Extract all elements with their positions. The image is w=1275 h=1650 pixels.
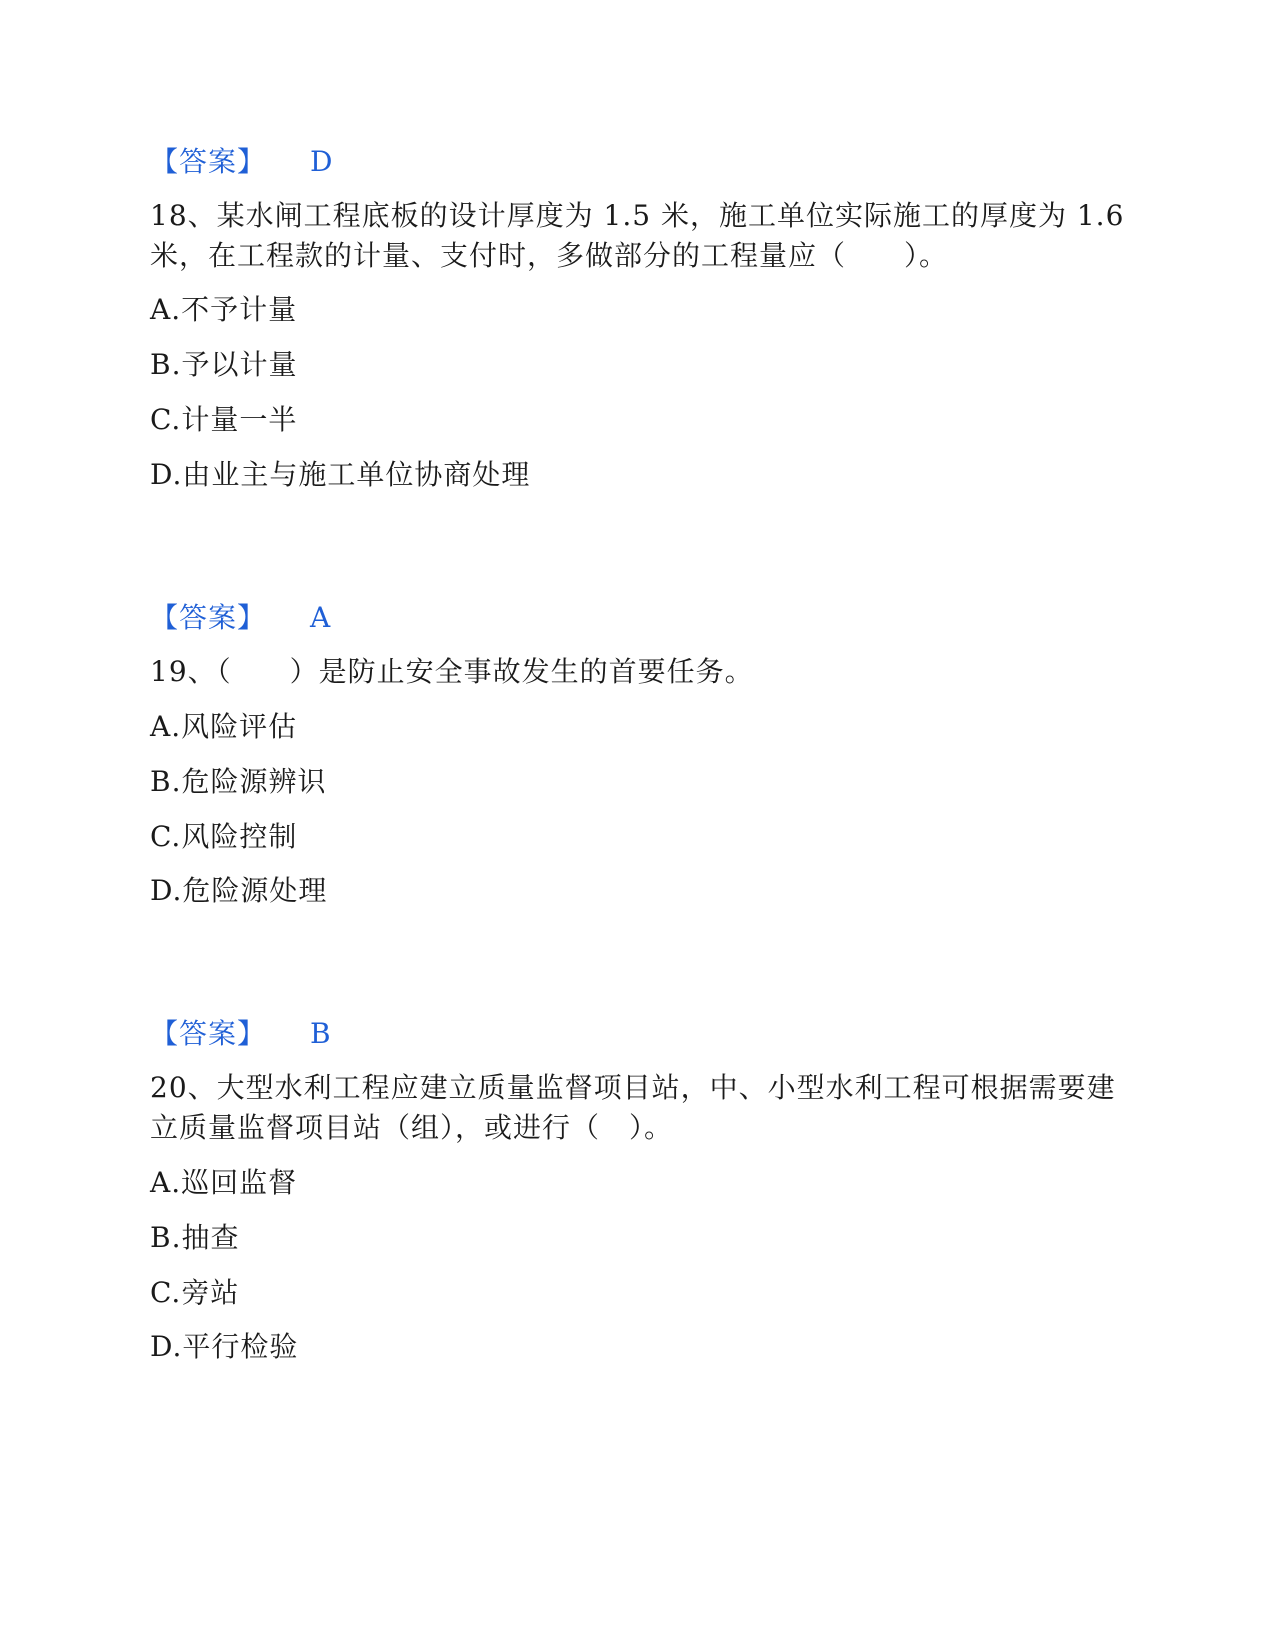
answer-line xyxy=(150,598,332,638)
option-c: C.旁站 xyxy=(150,1276,240,1309)
question-stem: 19、（ ）是防止安全事故发生的首要任务。 xyxy=(150,655,754,688)
answer-label: 【答案】 xyxy=(150,601,267,634)
option-a: A.风险评估 xyxy=(150,710,298,743)
question-stem: 18、某水闸工程底板的设计厚度为 1.5 米，施工单位实际施工的厚度为 1.6 xyxy=(150,199,1125,232)
answer-label: 【答案】 xyxy=(150,1017,267,1050)
answer-label: 【答案】 xyxy=(150,145,267,178)
question-stem: 米，在工程款的计量、支付时，多做部分的工程量应（ ）。 xyxy=(150,239,949,272)
answer-value: D xyxy=(310,145,334,178)
option-b: B.抽查 xyxy=(150,1221,240,1254)
option-c: C.风险控制 xyxy=(150,820,298,853)
answer-line xyxy=(150,142,334,182)
option-c: C.计量一半 xyxy=(150,403,298,436)
question-stem: 20、大型水利工程应建立质量监督项目站，中、小型水利工程可根据需要建 xyxy=(150,1071,1116,1104)
option-a: A.不予计量 xyxy=(150,293,298,326)
question-stem: 立质量监督项目站（组），或进行（ ）。 xyxy=(150,1111,674,1144)
answer-value: A xyxy=(310,601,332,634)
option-d: D.由业主与施工单位协商处理 xyxy=(150,458,531,491)
option-d: D.危险源处理 xyxy=(150,874,328,907)
answer-line xyxy=(150,1014,332,1054)
option-b: B.危险源辨识 xyxy=(150,765,327,798)
option-b: B.予以计量 xyxy=(150,348,298,381)
option-a: A.巡回监督 xyxy=(150,1166,298,1199)
option-d: D.平行检验 xyxy=(150,1330,299,1363)
answer-value: B xyxy=(310,1017,332,1050)
